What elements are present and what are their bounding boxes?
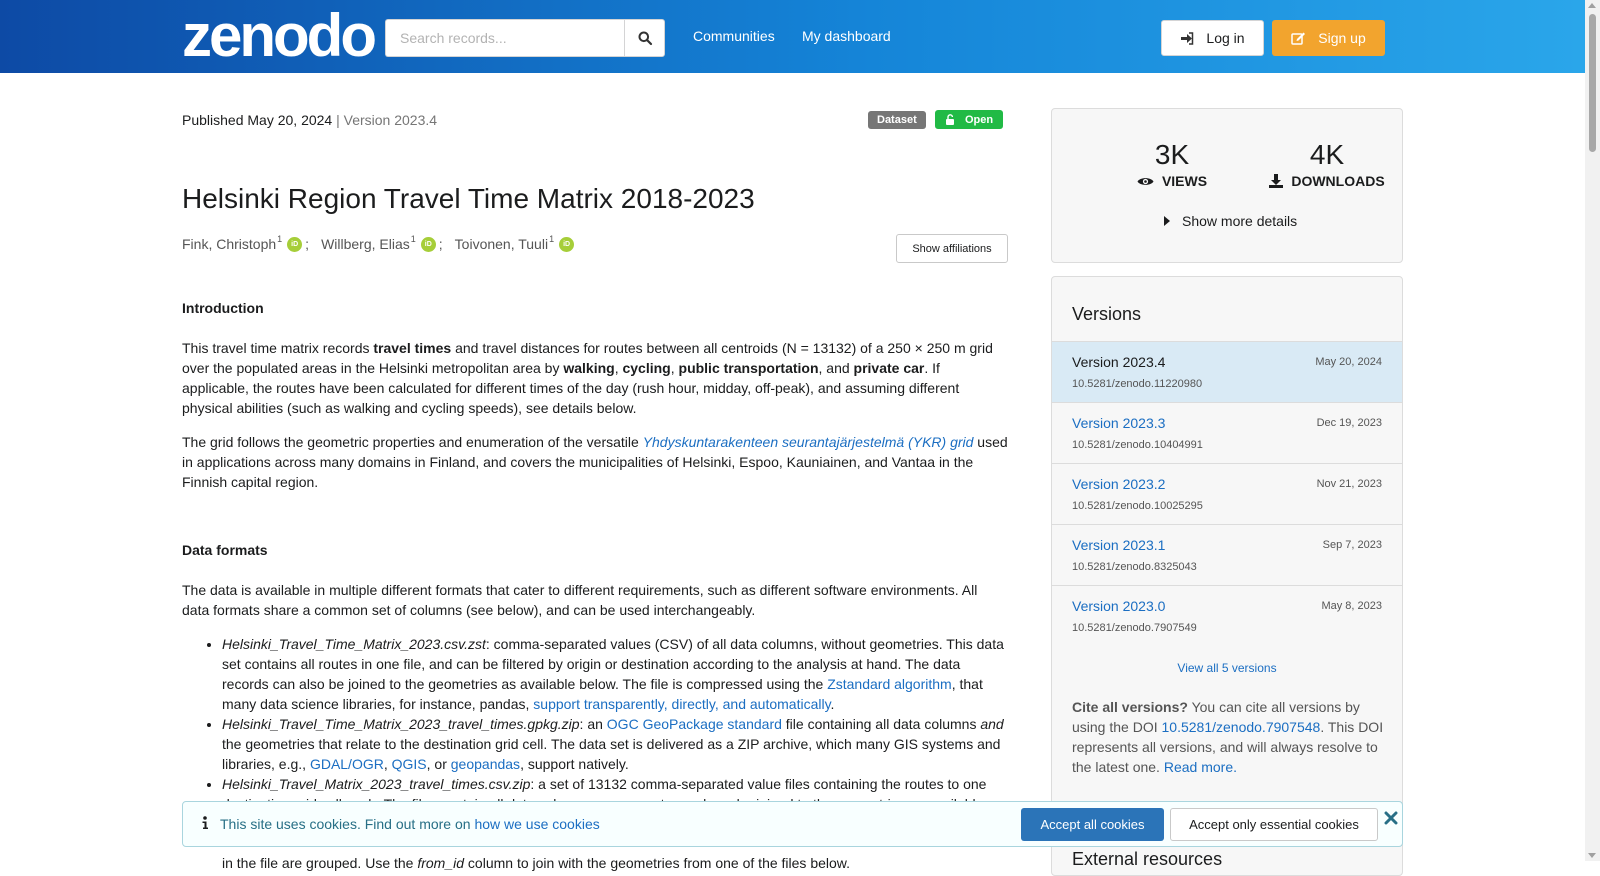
view-all-versions-link[interactable]: View all 5 versions <box>1177 661 1277 675</box>
affiliation-marker: 1 <box>277 234 283 244</box>
accept-essential-cookies-button[interactable]: Accept only essential cookies <box>1170 808 1378 841</box>
versions-panel <box>1051 276 1403 876</box>
version-link[interactable]: Version 2023.0 <box>1072 598 1166 614</box>
record-description <box>182 298 1008 873</box>
version-item <box>1052 463 1402 524</box>
version-date: May 8, 2023 <box>1321 600 1382 612</box>
version-name: Version 2023.4 <box>1072 354 1166 370</box>
nav-dashboard-link[interactable]: My dashboard <box>802 28 891 44</box>
affiliation-marker: 1 <box>410 234 416 244</box>
list-item: • Helsinki_Travel_Matrix_2023_travel_times.csv.zip: a set of 13132 comma-separated value files containing the routes to one <box>222 774 1008 814</box>
login-button[interactable] <box>1161 20 1264 56</box>
stats-panel <box>1051 108 1403 263</box>
cite-heading: Cite all versions? <box>1072 699 1188 715</box>
cookie-message: This site uses cookies. Find out more on how we use cookies <box>220 816 600 832</box>
search-bar <box>385 19 665 57</box>
version-item <box>1052 524 1402 585</box>
cookie-banner <box>182 801 1403 847</box>
formats-paragraph: The data is available in multiple different formats that cater to different requirements, such as different software environments. All data formats share a common set of columns (see below), and can be used interchangeably. <box>182 582 978 618</box>
search-icon <box>638 31 652 45</box>
pandas-support-link[interactable]: support transparently, directly, and automatically <box>533 696 831 712</box>
view-all-versions-row <box>1052 661 1402 675</box>
section-heading-introduction: Introduction <box>182 300 264 316</box>
section-heading-data-formats: Data formats <box>182 542 268 558</box>
qgis-link[interactable]: QGIS <box>391 756 427 772</box>
page-scrollbar[interactable] <box>1585 0 1600 861</box>
views-stat <box>1097 139 1247 189</box>
show-more-details-toggle[interactable] <box>1164 213 1297 229</box>
access-label: Open <box>964 113 994 126</box>
list-item: • Helsinki_Travel_Time_Matrix_2023.csv.zst: comma-separated values (CSV) of all data columns, without geometries. This data set contains all routes in one file, and can be filtered by origin or destination according to the analysis at hand. The data records can also be joined to the geometries as available below. The file is compressed using the Zstandard algorithm, that many data science libraries, for instance, pandas, support transparently, directly, and automatically. <box>222 634 1008 714</box>
geopandas-link[interactable]: geopandas <box>450 756 521 772</box>
scrollbar-thumb[interactable] <box>1589 14 1596 152</box>
cookie-policy-link[interactable]: how we use cookies <box>474 816 600 832</box>
views-count: 3K <box>1154 139 1190 170</box>
cite-all-versions: Cite all versions? You can cite all versions by using the DOI 10.5281/zenodo.7907548. This DOI represents all versions, and will always resolve to the latest one. Read more. <box>1072 699 1384 775</box>
version-doi: 10.5281/zenodo.8325043 <box>1072 561 1197 573</box>
search-button[interactable] <box>624 19 665 57</box>
version-date: Dec 19, 2023 <box>1316 417 1382 429</box>
svg-text:zenodo: zenodo <box>182 2 374 69</box>
close-icon[interactable] <box>1383 810 1399 826</box>
version-link[interactable]: Version 2023.1 <box>1072 537 1166 553</box>
creator-item[interactable] <box>321 236 436 252</box>
gdal-link[interactable]: GDAL/OGR <box>309 756 384 772</box>
list-item: • Helsinki_Travel_Time_Matrix_2023_travel_times.gpkg.zip: an OGC GeoPackage standard file containing all data columns and the geometries that relate to the destination grid cell. The data set is delivered as a ZIP archive, which many GIS systems and libraries, e.g., GDAL/OGR, QGIS, or geopandas, support natively. <box>222 714 1008 774</box>
version-date: Nov 21, 2023 <box>1316 478 1382 490</box>
resource-type-badge: Dataset <box>868 111 926 129</box>
views-label: VIEWS <box>1097 173 1247 189</box>
login-label: Log in <box>1206 30 1245 46</box>
intro-paragraph-2: The grid follows the geometric properties and enumeration of the versatile Yhdyskuntarakenteen seurantajärjestelmä (YKR) grid used in applications across many domains in Finland, and covers the municipalities of Helsinki, Espoo, Kauniainen, and Vantaa in the Finnish capital region. <box>182 434 1008 490</box>
site-header <box>0 0 1585 73</box>
signup-label: Sign up <box>1318 30 1366 46</box>
version-doi: 10.5281/zenodo.10025295 <box>1072 500 1203 512</box>
publication-info <box>182 112 437 128</box>
version-item-current <box>1052 341 1402 402</box>
record-title: Helsinki Region Travel Time Matrix 2018-2023 <box>182 183 755 214</box>
published-date: Published May 20, 2024 <box>182 112 333 128</box>
version-doi: 10.5281/zenodo.7907549 <box>1072 622 1197 634</box>
formats-list <box>182 634 1008 814</box>
sign-in-icon <box>1180 32 1194 45</box>
trailing-paragraph: in the file are grouped. Use the from_id column to join with the geometries from one of the files below. <box>222 855 851 871</box>
version-date: May 20, 2024 <box>1315 356 1382 368</box>
orcid-icon[interactable]: iD <box>559 237 574 252</box>
affiliation-marker: 1 <box>549 234 555 244</box>
show-more-details-label: Show more details <box>1182 213 1298 229</box>
show-affiliations-button[interactable]: Show affiliations <box>896 234 1008 263</box>
versions-heading: Versions <box>1072 304 1142 324</box>
nav-communities-link[interactable]: Communities <box>693 28 775 44</box>
scroll-up-arrow[interactable] <box>1588 3 1596 8</box>
downloads-stat <box>1252 139 1402 189</box>
version-link[interactable]: Version 2023.2 <box>1072 476 1166 492</box>
version-item <box>1052 585 1402 646</box>
creator-separator: ; <box>438 236 443 252</box>
record-version: | Version 2023.4 <box>336 112 438 128</box>
creators-list <box>182 236 574 252</box>
zenodo-logo[interactable] <box>182 2 374 69</box>
version-link[interactable]: Version 2023.3 <box>1072 415 1166 431</box>
version-item <box>1052 402 1402 463</box>
orcid-icon[interactable]: iD <box>287 237 302 252</box>
geopackage-link[interactable]: OGC GeoPackage standard <box>606 716 782 732</box>
creator-name[interactable]: Willberg, Elias <box>321 236 410 252</box>
unlock-icon <box>945 114 955 125</box>
creator-item[interactable] <box>182 236 302 252</box>
eye-icon <box>1137 176 1154 187</box>
access-badge <box>935 110 1003 129</box>
scroll-down-arrow[interactable] <box>1588 853 1596 858</box>
creator-name[interactable]: Toivonen, Tuuli <box>454 236 549 252</box>
creator-item[interactable] <box>455 236 574 252</box>
external-resources-heading: External resources <box>1072 849 1223 869</box>
caret-right-icon <box>1164 216 1170 226</box>
search-input[interactable] <box>385 19 624 57</box>
creator-separator: ; <box>305 236 310 252</box>
info-icon <box>201 816 209 830</box>
zstandard-link[interactable]: Zstandard algorithm <box>827 676 952 692</box>
accept-all-cookies-button[interactable]: Accept all cookies <box>1021 808 1164 841</box>
version-date: Sep 7, 2023 <box>1322 539 1382 551</box>
concept-doi-link[interactable]: 10.5281/zenodo.7907548 <box>1161 719 1321 735</box>
read-more-link[interactable]: Read more. <box>1163 759 1237 775</box>
downloads-label: DOWNLOADS <box>1252 173 1402 189</box>
download-icon <box>1269 174 1283 188</box>
version-doi: 10.5281/zenodo.11220980 <box>1072 378 1203 390</box>
signup-button[interactable] <box>1272 20 1385 56</box>
creator-name[interactable]: Fink, Christoph <box>182 236 277 252</box>
intro-paragraph-1: This travel time matrix records travel times and travel distances for routes between all centroids (N = 13132) of a 250 × 250 m grid over the populated areas in the Helsinki metropolitan area by walking, cycling, public transportation, and private car. If applicable, the routes have been calculated for different times of the day (rush hour, midday, off-peak), and assuming different physical abilities (such as walking and cycling speeds), see details below. <box>182 340 993 416</box>
ykr-grid-link[interactable]: Yhdyskuntarakenteen seurantajärjestelmä (YKR) grid <box>642 434 974 450</box>
edit-icon <box>1291 31 1306 45</box>
downloads-count: 4K <box>1309 139 1345 170</box>
orcid-icon[interactable]: iD <box>421 237 436 252</box>
version-doi: 10.5281/zenodo.10404991 <box>1072 439 1203 451</box>
